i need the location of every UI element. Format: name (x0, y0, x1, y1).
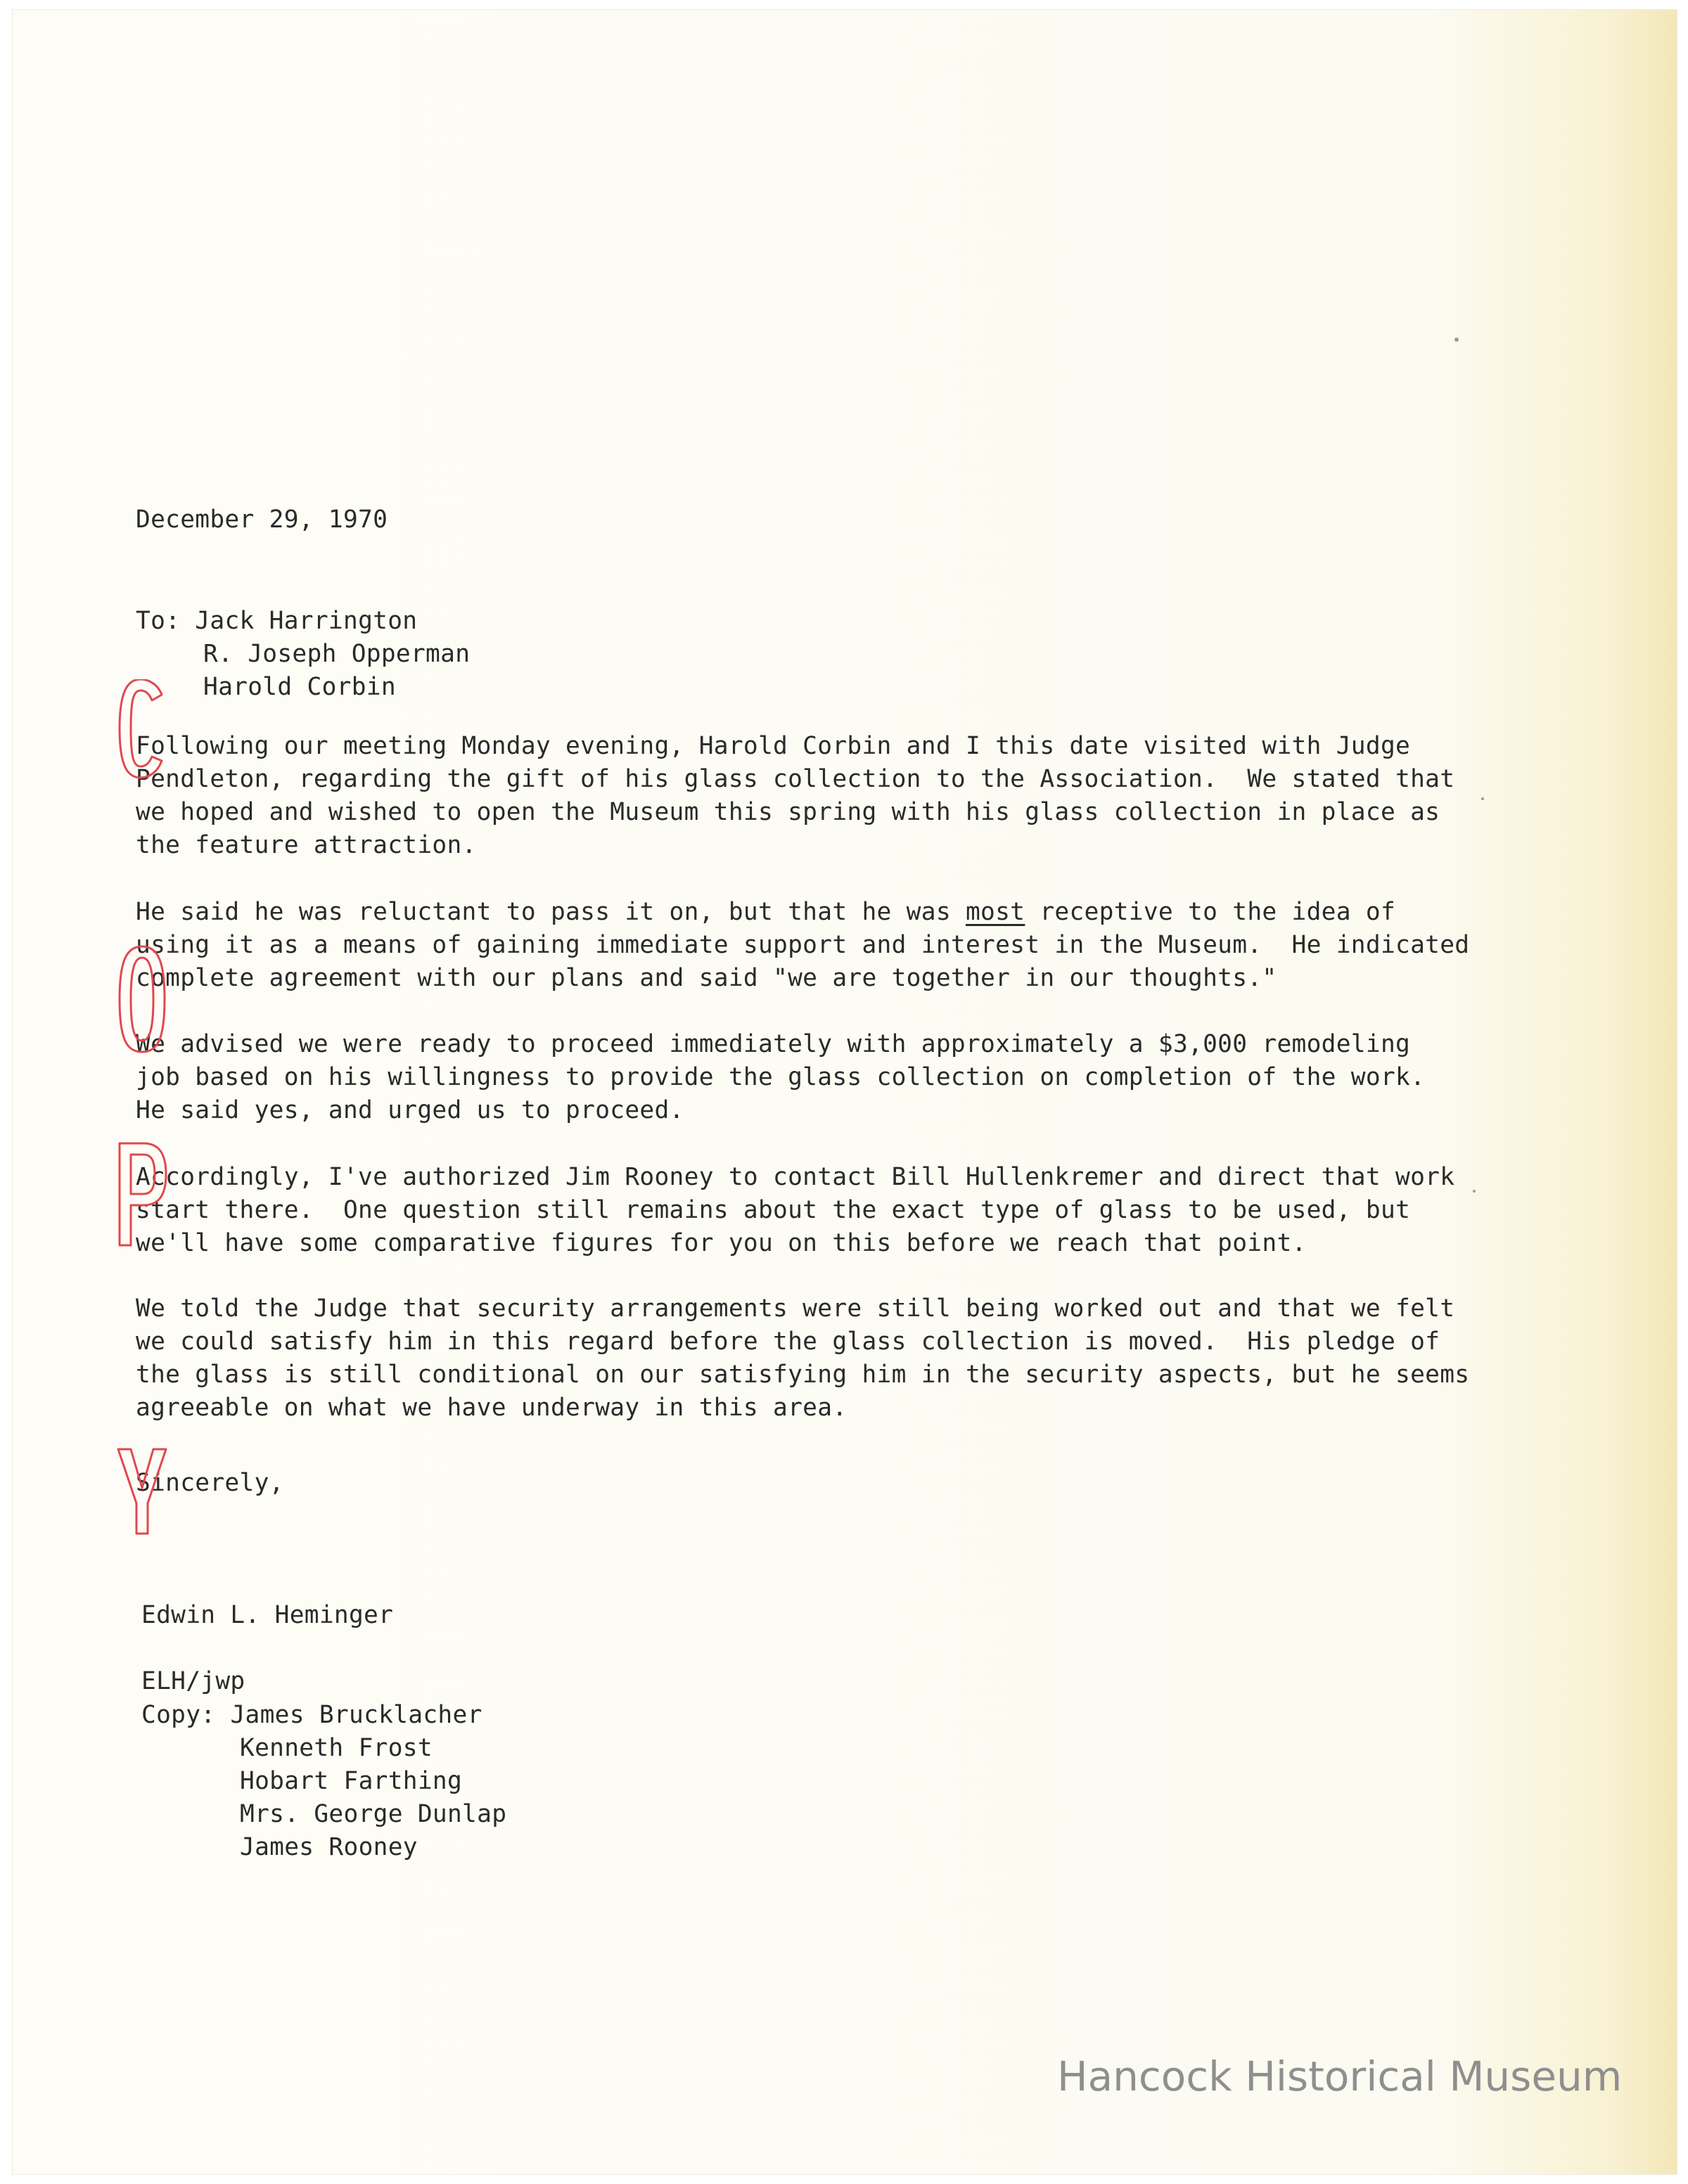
copy-recipient: Hobart Farthing (240, 1767, 463, 1795)
paragraph-line: the glass is still conditional on our satisfying him in the security aspects, but he seems (136, 1361, 1470, 1389)
typist-initials: ELH/jwp (141, 1667, 245, 1695)
body-paragraph (136, 730, 1454, 862)
paragraph-line: We told the Judge that security arrangements were still being worked out and that we felt (136, 1295, 1455, 1323)
letter-page (13, 10, 1677, 2174)
paragraph-line: job based on his willingness to provide the glass collection on completion of the work. (136, 1063, 1426, 1091)
paragraph-line: agreeable on what we have underway in this area. (136, 1394, 848, 1422)
to-label: To: (136, 607, 181, 635)
copy-recipient: James Brucklacher (230, 1701, 482, 1729)
body-paragraph (136, 1028, 1425, 1127)
paragraph-line: receptive to the idea of (1025, 898, 1396, 926)
museum-watermark: Hancock Historical Museum (1057, 2053, 1623, 2100)
stamp-letter-y (118, 1449, 166, 1534)
paragraph-line: He said yes, and urged us to proceed. (136, 1096, 684, 1124)
paragraph-line: the feature attraction. (136, 831, 477, 859)
body-paragraph (136, 1161, 1454, 1260)
body-paragraph (136, 1292, 1469, 1425)
recipient-name: Jack Harrington (195, 607, 418, 635)
paragraph-line: He said he was reluctant to pass it on, but that he was (136, 898, 966, 926)
copy-recipient: Kenneth Frost (240, 1734, 433, 1762)
recipient-name: R. Joseph Opperman (203, 640, 471, 668)
closing: Sincerely, (136, 1469, 284, 1497)
paragraph-line: we hoped and wished to open the Museum this spring with his glass collection in place as (136, 798, 1440, 826)
paragraph-line: We advised we were ready to proceed immediately with approximately a $3,000 remodeling (136, 1030, 1411, 1058)
copy-stamp (115, 679, 172, 1558)
copy-label: Copy: (141, 1701, 216, 1729)
paragraph-line: we could satisfy him in this regard before the glass collection is moved. His pledge of (136, 1328, 1440, 1356)
letter-date: December 29, 1970 (136, 506, 388, 534)
paper-speck (1481, 797, 1484, 800)
underlined-word: most (965, 898, 1025, 926)
paper-speck (1454, 338, 1459, 342)
recipient-name: Harold Corbin (203, 673, 396, 701)
stamp-letter-o (120, 946, 165, 1052)
stamp-letter-c (120, 679, 162, 778)
copy-recipient: Mrs. George Dunlap (240, 1800, 507, 1828)
recipient-block (136, 605, 470, 704)
paragraph-line: Accordingly, I've authorized Jim Rooney to contact Bill Hullenkremer and direct that work (136, 1163, 1455, 1191)
paragraph-line: start there. One question still remains about the exact type of glass to be used, but (136, 1196, 1411, 1224)
paragraph-line: complete agreement with our plans and said "we are together in our thoughts." (136, 964, 1277, 992)
paper-speck (1473, 1190, 1476, 1193)
paragraph-line: using it as a means of gaining immediate support and interest in the Museum. He indicated (136, 931, 1470, 959)
copy-list (141, 1699, 506, 1864)
stamp-letter-p (120, 1143, 166, 1245)
body-paragraph (136, 896, 1469, 995)
paragraph-line: Following our meeting Monday evening, Harold Corbin and I this date visited with Judge (136, 732, 1411, 760)
signer-name: Edwin L. Heminger (141, 1601, 394, 1629)
paragraph-line: Pendleton, regarding the gift of his glass collection to the Association. We stated that (136, 765, 1455, 793)
copy-recipient: James Rooney (240, 1833, 418, 1861)
paragraph-line: we'll have some comparative figures for you on this before we reach that point. (136, 1229, 1307, 1257)
